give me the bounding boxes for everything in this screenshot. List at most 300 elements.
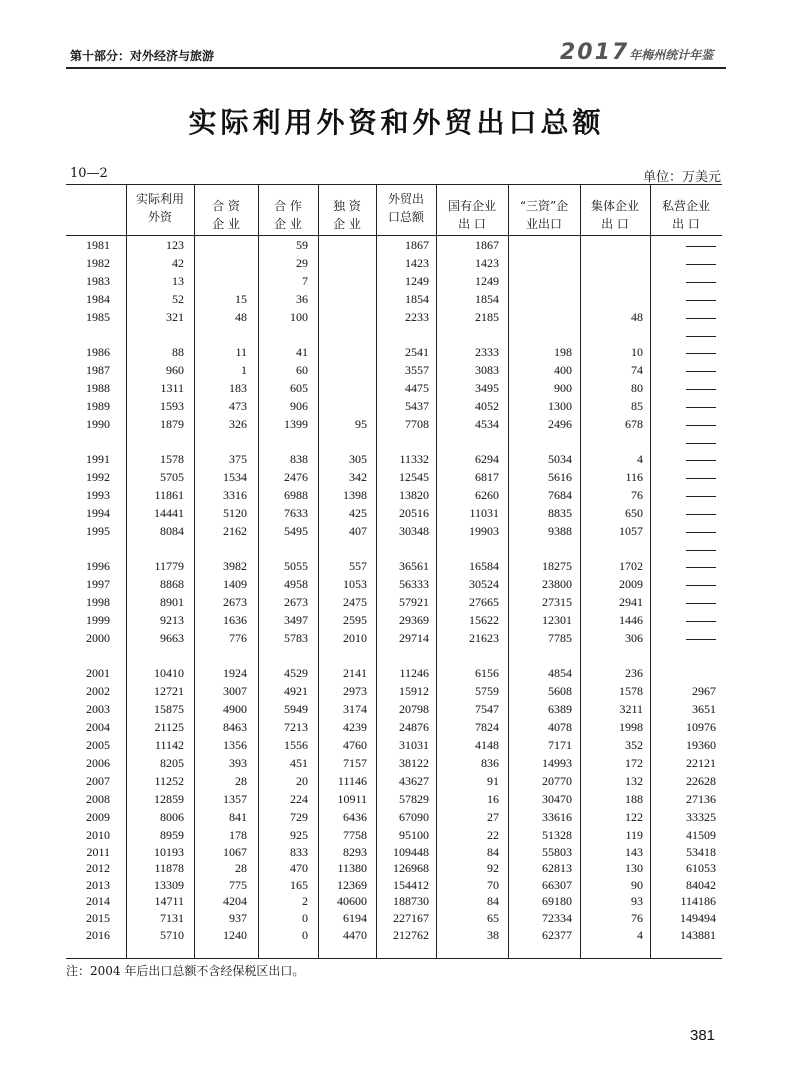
value-cell: 12859: [154, 792, 184, 806]
year-cell: 2002: [86, 684, 110, 698]
table-row: [0, 755, 793, 772]
value-cell: 178: [229, 828, 247, 842]
table-row: [0, 827, 793, 844]
value-cell: 7633: [284, 506, 308, 520]
value-cell: 306: [625, 631, 643, 645]
not-applicable-dash: [686, 532, 716, 533]
value-cell: 61053: [686, 861, 716, 876]
value-cell: 5437: [405, 399, 429, 413]
value-cell: 11332: [399, 452, 429, 466]
value-cell: 1534: [223, 470, 247, 484]
value-cell: 7684: [548, 488, 572, 502]
value-cell: 84: [487, 844, 499, 859]
value-cell: 22628: [686, 774, 716, 788]
year-cell: 1986: [86, 345, 110, 359]
value-cell: 85: [631, 399, 643, 413]
value-cell: 906: [290, 399, 308, 413]
value-cell: 19903: [469, 524, 499, 538]
value-cell: 13: [172, 274, 184, 288]
value-cell: 2141: [343, 666, 367, 680]
value-cell: 4239: [343, 720, 367, 734]
year-cell: 1991: [86, 452, 110, 466]
value-cell: 33616: [542, 810, 572, 824]
value-cell: 13820: [399, 488, 429, 502]
not-applicable-dash: [686, 460, 716, 461]
value-cell: 5055: [284, 559, 308, 573]
value-cell: 4534: [475, 417, 499, 431]
value-cell: 7785: [548, 631, 572, 645]
column-header-line: 出 口: [672, 217, 700, 231]
column-header: [580, 197, 650, 233]
value-cell: 28: [235, 774, 247, 788]
value-cell: 326: [229, 417, 247, 431]
value-cell: 2476: [284, 470, 308, 484]
table-row: [0, 844, 793, 861]
value-cell: 23800: [542, 577, 572, 591]
value-cell: 6156: [475, 666, 499, 680]
value-cell: 65: [487, 911, 499, 925]
value-cell: 69180: [542, 894, 572, 909]
value-cell: 1300: [548, 399, 572, 413]
value-cell: 925: [290, 828, 308, 842]
value-cell: 1702: [619, 559, 643, 573]
value-cell: 62813: [542, 861, 572, 876]
year-cell: 2003: [86, 702, 110, 716]
table-row: [0, 576, 793, 593]
value-cell: 236: [625, 666, 643, 680]
value-cell: 48: [235, 310, 247, 324]
value-cell: 14441: [154, 506, 184, 520]
value-cell: 6294: [475, 452, 499, 466]
value-cell: 92: [487, 861, 499, 876]
column-header-line: 口总额: [387, 210, 424, 224]
year-cell: 1988: [86, 381, 110, 395]
value-cell: 2941: [619, 595, 643, 609]
column-header: [376, 190, 436, 226]
value-cell: 8959: [160, 828, 184, 842]
value-cell: 7: [302, 274, 308, 288]
value-cell: 6260: [475, 488, 499, 502]
value-cell: 1398: [343, 488, 367, 502]
value-cell: 8205: [160, 756, 184, 770]
value-cell: 11861: [154, 488, 184, 502]
table-note: 注：2004 年后出口总额不含经保税区出口。: [66, 964, 305, 978]
column-header: [508, 197, 580, 233]
value-cell: 57921: [399, 595, 429, 609]
not-applicable-dash: [686, 621, 716, 622]
value-cell: 4: [637, 927, 643, 942]
column-header: [126, 190, 194, 226]
not-applicable-dash: [686, 264, 716, 265]
value-cell: 18275: [542, 559, 572, 573]
value-cell: 15: [235, 292, 247, 306]
value-cell: 11878: [154, 861, 184, 876]
value-cell: 27136: [686, 792, 716, 806]
table-row: [0, 344, 793, 361]
year-cell: 2001: [86, 666, 110, 680]
value-cell: 5616: [548, 470, 572, 484]
value-cell: 1924: [223, 666, 247, 680]
value-cell: 42: [172, 256, 184, 270]
value-cell: 13309: [154, 877, 184, 892]
header-rule: [66, 67, 726, 69]
year-cell: 1992: [86, 470, 110, 484]
column-header-line: 外贸出: [387, 192, 424, 206]
value-cell: 188: [625, 792, 643, 806]
value-cell: 20516: [399, 506, 429, 520]
table-row: [0, 665, 793, 682]
value-cell: 130: [625, 861, 643, 876]
value-cell: 4760: [343, 738, 367, 752]
value-cell: 4854: [548, 666, 572, 680]
value-cell: 1240: [223, 927, 247, 942]
value-cell: 93: [631, 894, 643, 909]
value-cell: 1249: [405, 274, 429, 288]
value-cell: 149494: [680, 911, 716, 925]
value-cell: 4921: [284, 684, 308, 698]
value-cell: 21623: [469, 631, 499, 645]
not-applicable-dash: [686, 639, 716, 640]
table-row: [0, 380, 793, 397]
value-cell: 20770: [542, 774, 572, 788]
value-cell: 9388: [548, 524, 572, 538]
value-cell: 12721: [154, 684, 184, 698]
value-cell: 227167: [393, 911, 429, 925]
column-header-line: 集体企业: [590, 199, 639, 213]
value-cell: 321: [166, 310, 184, 324]
value-cell: 3497: [284, 613, 308, 627]
table-row: [0, 398, 793, 415]
value-cell: 62377: [542, 927, 572, 942]
value-cell: 91: [487, 774, 499, 788]
table-row: [0, 737, 793, 754]
value-cell: 473: [229, 399, 247, 413]
value-cell: 29714: [399, 631, 429, 645]
column-header-line: 合 作: [274, 199, 302, 213]
not-applicable-dash: [686, 389, 716, 390]
value-cell: 56333: [399, 577, 429, 591]
value-cell: 28: [235, 861, 247, 876]
year-cell: 2015: [86, 911, 110, 925]
page-number: 381: [690, 1027, 716, 1044]
year-cell: 1984: [86, 292, 110, 306]
table-row: [0, 877, 793, 894]
value-cell: 10911: [337, 792, 367, 806]
value-cell: 5495: [284, 524, 308, 538]
value-cell: 305: [349, 452, 367, 466]
table-row: [0, 791, 793, 808]
value-cell: 8084: [160, 524, 184, 538]
yearbook-name: 年梅州统计年鉴: [629, 48, 714, 62]
value-cell: 1556: [284, 738, 308, 752]
table-row: [0, 719, 793, 736]
column-header: [650, 197, 722, 233]
value-cell: 451: [290, 756, 308, 770]
value-cell: 5120: [223, 506, 247, 520]
value-cell: 6817: [475, 470, 499, 484]
value-cell: 122: [625, 810, 643, 824]
value-cell: 9213: [160, 613, 184, 627]
year-cell: 1994: [86, 506, 110, 520]
value-cell: 838: [290, 452, 308, 466]
value-cell: 40600: [337, 894, 367, 909]
table-row: [0, 255, 793, 272]
column-header-line: “三资”企: [519, 199, 569, 213]
value-cell: 11252: [154, 774, 184, 788]
value-cell: 1593: [160, 399, 184, 413]
value-cell: 729: [290, 810, 308, 824]
column-header-line: 企 业: [333, 217, 361, 231]
value-cell: 557: [349, 559, 367, 573]
not-applicable-dash: [686, 371, 716, 372]
value-cell: 10410: [154, 666, 184, 680]
not-applicable-dash: [686, 443, 716, 444]
column-header-line: 出 口: [601, 217, 629, 231]
value-cell: 29: [296, 256, 308, 270]
not-applicable-dash: [686, 496, 716, 497]
value-cell: 212762: [393, 927, 429, 942]
value-cell: 7157: [343, 756, 367, 770]
value-cell: 3982: [223, 559, 247, 573]
not-applicable-dash: [686, 585, 716, 586]
table-row: [0, 860, 793, 877]
value-cell: 7171: [548, 738, 572, 752]
year-cell: 2008: [86, 792, 110, 806]
value-cell: 119: [625, 828, 643, 842]
value-cell: 2162: [223, 524, 247, 538]
column-header: [318, 197, 376, 233]
year-cell: 2000: [86, 631, 110, 645]
year-cell: 2004: [86, 720, 110, 734]
value-cell: 72334: [542, 911, 572, 925]
value-cell: 2595: [343, 613, 367, 627]
value-cell: 53418: [686, 844, 716, 859]
year-cell: 1998: [86, 595, 110, 609]
value-cell: 14993: [542, 756, 572, 770]
column-header-line: 合 资: [212, 199, 240, 213]
table-row: [0, 893, 793, 910]
value-cell: 3174: [343, 702, 367, 716]
value-cell: 12545: [399, 470, 429, 484]
not-applicable-dash: [686, 353, 716, 354]
value-cell: 1578: [160, 452, 184, 466]
table-row: [0, 291, 793, 308]
value-cell: 38122: [399, 756, 429, 770]
value-cell: 425: [349, 506, 367, 520]
value-cell: 775: [229, 877, 247, 892]
table-row: [0, 809, 793, 826]
table-row: [0, 683, 793, 700]
year-cell: 2007: [86, 774, 110, 788]
year-cell: 2011: [86, 844, 110, 859]
value-cell: 1409: [223, 577, 247, 591]
year-cell: 1981: [86, 238, 110, 252]
not-applicable-dash: [686, 478, 716, 479]
value-cell: 400: [554, 363, 572, 377]
table-row: [0, 451, 793, 468]
table-row: [0, 487, 793, 504]
year-cell: 1999: [86, 613, 110, 627]
value-cell: 2673: [284, 595, 308, 609]
value-cell: 2009: [619, 577, 643, 591]
value-cell: 10976: [686, 720, 716, 734]
table-row: [0, 927, 793, 944]
value-cell: 27665: [469, 595, 499, 609]
value-cell: 38: [487, 927, 499, 942]
yearbook-title: [560, 40, 713, 65]
value-cell: 60: [296, 363, 308, 377]
value-cell: 3083: [475, 363, 499, 377]
value-cell: 2333: [475, 345, 499, 359]
value-cell: 15622: [469, 613, 499, 627]
value-cell: 2: [302, 894, 308, 909]
value-cell: 2967: [692, 684, 716, 698]
value-cell: 4900: [223, 702, 247, 716]
value-cell: 4: [637, 452, 643, 466]
column-header-line: 国有企业: [447, 199, 496, 213]
value-cell: 30470: [542, 792, 572, 806]
value-cell: 3557: [405, 363, 429, 377]
not-applicable-dash: [686, 407, 716, 408]
table-bottom-rule: [66, 958, 722, 959]
value-cell: 16584: [469, 559, 499, 573]
value-cell: 188730: [393, 894, 429, 909]
column-header: [194, 197, 258, 233]
value-cell: 605: [290, 381, 308, 395]
value-cell: 1998: [619, 720, 643, 734]
value-cell: 59: [296, 238, 308, 252]
value-cell: 10: [631, 345, 643, 359]
value-cell: 36: [296, 292, 308, 306]
value-cell: 8463: [223, 720, 247, 734]
table-row: [0, 273, 793, 290]
value-cell: 1423: [405, 256, 429, 270]
value-cell: 470: [290, 861, 308, 876]
value-cell: 12369: [337, 877, 367, 892]
year-cell: 2010: [86, 828, 110, 842]
value-cell: 1053: [343, 577, 367, 591]
value-cell: 123: [166, 238, 184, 252]
value-cell: 393: [229, 756, 247, 770]
year-cell: 1985: [86, 310, 110, 324]
value-cell: 678: [625, 417, 643, 431]
year-cell: 1987: [86, 363, 110, 377]
value-cell: 20798: [399, 702, 429, 716]
not-applicable-dash: [686, 246, 716, 247]
value-cell: 84042: [686, 877, 716, 892]
value-cell: 3316: [223, 488, 247, 502]
not-applicable-dash: [686, 425, 716, 426]
column-header-line: 企 业: [212, 217, 240, 231]
value-cell: 41509: [686, 828, 716, 842]
value-cell: 1: [241, 363, 247, 377]
value-cell: 352: [625, 738, 643, 752]
year-cell: 1982: [86, 256, 110, 270]
value-cell: 7131: [160, 911, 184, 925]
value-cell: 6988: [284, 488, 308, 502]
value-cell: 6194: [343, 911, 367, 925]
year-cell: 1993: [86, 488, 110, 502]
value-cell: 20: [296, 774, 308, 788]
year-cell: 1996: [86, 559, 110, 573]
year-cell: 2012: [86, 861, 110, 876]
column-header-line: 独 资: [333, 199, 361, 213]
value-cell: 143: [625, 844, 643, 859]
column-header-line: 业出口: [525, 217, 562, 231]
value-cell: 114186: [680, 894, 716, 909]
column-header-line: 出 口: [458, 217, 486, 231]
value-cell: 172: [625, 756, 643, 770]
value-cell: 95: [355, 417, 367, 431]
not-applicable-dash: [686, 318, 716, 319]
table-row: [0, 558, 793, 575]
value-cell: 11: [235, 345, 247, 359]
value-cell: 126968: [393, 861, 429, 876]
table-row: [0, 594, 793, 611]
value-cell: 2185: [475, 310, 499, 324]
value-cell: 4148: [475, 738, 499, 752]
value-cell: 1399: [284, 417, 308, 431]
value-cell: 154412: [393, 877, 429, 892]
year-cell: 2014: [86, 894, 110, 909]
value-cell: 5783: [284, 631, 308, 645]
value-cell: 4204: [223, 894, 247, 909]
year-cell: 1983: [86, 274, 110, 288]
value-cell: 7213: [284, 720, 308, 734]
value-cell: 19360: [686, 738, 716, 752]
not-applicable-dash: [686, 336, 716, 337]
value-cell: 4475: [405, 381, 429, 395]
value-cell: 1854: [475, 292, 499, 306]
value-cell: 2541: [405, 345, 429, 359]
value-cell: 1311: [160, 381, 184, 395]
value-cell: 1578: [619, 684, 643, 698]
value-cell: 15875: [154, 702, 184, 716]
value-cell: 30524: [469, 577, 499, 591]
value-cell: 11779: [154, 559, 184, 573]
value-cell: 2475: [343, 595, 367, 609]
value-cell: 1879: [160, 417, 184, 431]
column-header-line: 实际利用: [135, 192, 184, 206]
table-code: 10—2: [70, 166, 108, 181]
yearbook-year: 2017: [560, 40, 630, 65]
value-cell: 3495: [475, 381, 499, 395]
value-cell: 12301: [542, 613, 572, 627]
value-cell: 8868: [160, 577, 184, 591]
value-cell: 31031: [399, 738, 429, 752]
value-cell: 9663: [160, 631, 184, 645]
value-cell: 22121: [686, 756, 716, 770]
table-row: [0, 309, 793, 326]
value-cell: 1356: [223, 738, 247, 752]
value-cell: 16: [487, 792, 499, 806]
value-cell: 3211: [619, 702, 643, 716]
value-cell: 407: [349, 524, 367, 538]
value-cell: 100: [290, 310, 308, 324]
year-cell: 2006: [86, 756, 110, 770]
table-row: [0, 505, 793, 522]
value-cell: 6436: [343, 810, 367, 824]
not-applicable-dash: [686, 567, 716, 568]
year-cell: 2013: [86, 877, 110, 892]
value-cell: 11380: [337, 861, 367, 876]
value-cell: 1057: [619, 524, 643, 538]
value-cell: 836: [481, 756, 499, 770]
table-row: [0, 701, 793, 718]
value-cell: 2973: [343, 684, 367, 698]
table-row: [0, 523, 793, 540]
value-cell: 1867: [475, 238, 499, 252]
